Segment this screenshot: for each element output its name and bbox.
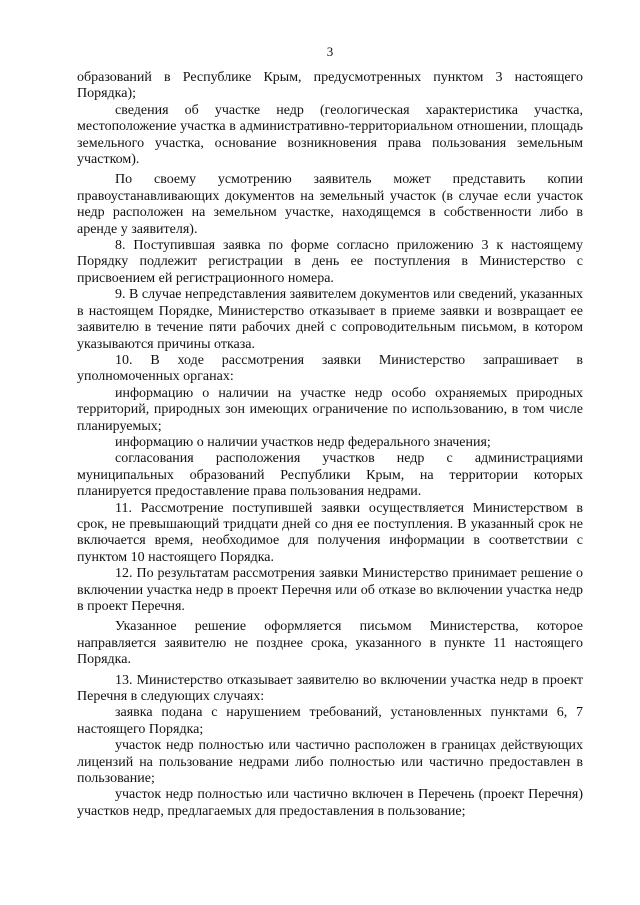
paragraph-item-9: 9. В случае непредставления заявителем документов или сведений, указанных в настоящем Порядке, Министерство отказывает в приеме заявки и возвращает ее заявителю в течение пяти рабочих дней с сопроводительным письмом, в котором указываются причины отказа. <box>77 287 583 352</box>
paragraph-protected-areas: информацию о наличии на участке недр особо охраняемых природных территорий, природных зон имеющих ограничение по использованию, в том числе планируемых; <box>77 385 583 434</box>
paragraph-item-10: 10. В ходе рассмотрения заявки Министерство запрашивает в уполномоченных органах: <box>77 352 583 385</box>
paragraph-refusal-list: участок недр полностью или частично включен в Перечень (проект Перечня) участков недр, предлагаемых для предоставления в пользование; <box>77 787 583 819</box>
page-number: 3 <box>326 44 334 59</box>
paragraph-refusal-violation: заявка подана с нарушением требований, установленных пунктами 6, 7 настоящего Порядка; <box>77 705 583 737</box>
paragraph-item-12: 12. По результатам рассмотрения заявки Министерство принимает решение о включении участка недр в проект Перечня или об отказе во включении участка недр в проект Перечня. <box>77 566 583 614</box>
paragraph-federal-sites: информацию о наличии участков недр федерального значения; <box>115 434 491 450</box>
paragraph-subsoil-info: сведения об участке недр (геологическая характеристика участка, местоположение участка в административно-территориальном отношении, площадь земельного участка, основание возникновения права пользования земельным участком). <box>77 102 583 168</box>
paragraph-optional-copies: По своему усмотрению заявитель может представить копии правоустанавливающих документов на земельный участок (в случае если участок недр расположен на земельном участке, находящемся в собственности либо в аренде у заявителя). <box>77 172 583 237</box>
paragraph-municipal-approval: согласования расположения участков недр с администрациями муниципальных образований Республики Крым, на территории которых планируется предоставление права пользования недрами. <box>77 451 583 500</box>
paragraph-item-11: 11. Рассмотрение поступившей заявки осуществляется Министерством в срок, не превышающий тридцати дней со дня ее поступления. В указанный срок не включается время, необходимое для получения информации в соответствии с пунктом 10 настоящего Порядка. <box>77 500 583 565</box>
paragraph-decision-letter: Указанное решение оформляется письмом Министерства, которое направляется заявителю не позднее срока, указанного в пункте 11 настоящего Порядка. <box>77 619 583 668</box>
paragraph-item-8: 8. Поступившая заявка по форме согласно приложению 3 к настоящему Порядку подлежит регистрации в день ее поступления в Министерство с присвоением ей регистрационного номера. <box>77 238 583 286</box>
paragraph-item-13: 13. Министерство отказывает заявителю во включении участка недр в проект Перечня в следующих случаях: <box>77 672 583 705</box>
paragraph-refusal-licenses: участок недр полностью или частично расположен в границах действующих лицензий на пользование недрами либо полностью или частично предоставлен в пользование; <box>77 738 583 787</box>
paragraph-continuation: образований в Республике Крым, предусмотренных пунктом 3 настоящего Порядка); <box>77 70 583 102</box>
